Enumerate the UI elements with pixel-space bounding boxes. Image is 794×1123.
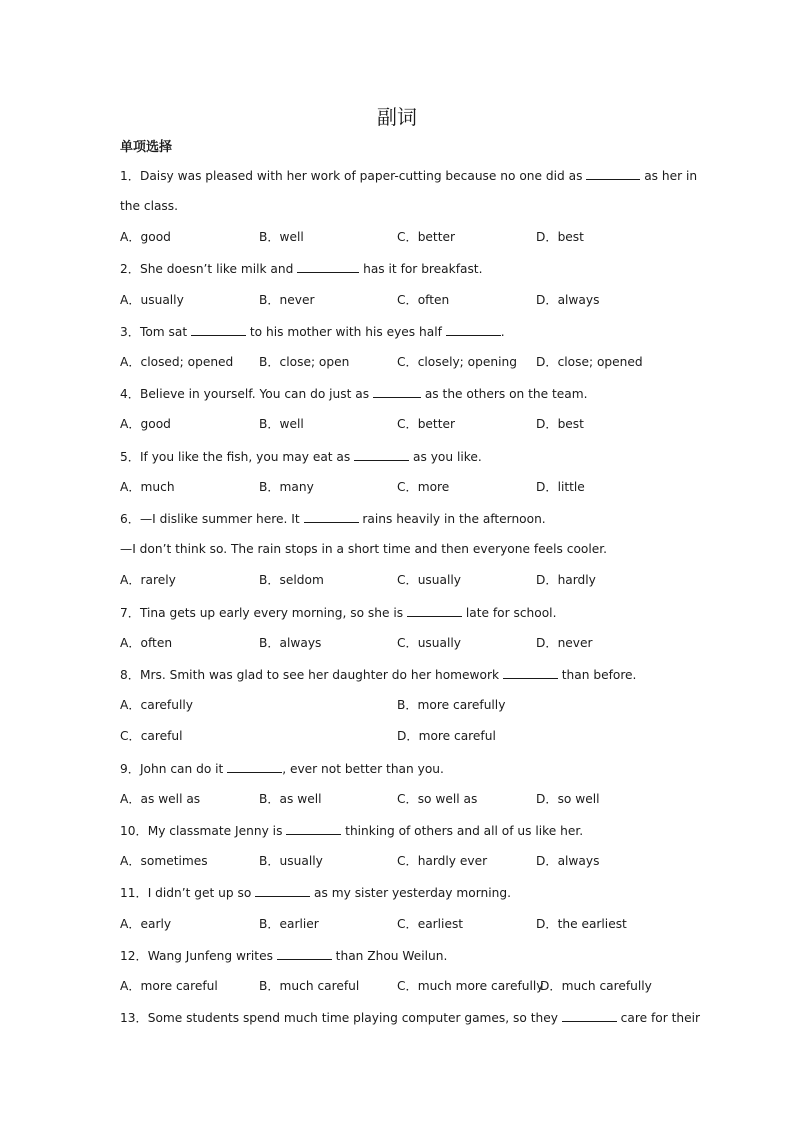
answer-blank[interactable]: [446, 322, 501, 336]
option-a[interactable]: A．good: [120, 230, 171, 244]
option-a[interactable]: A．closed; opened: [120, 355, 234, 369]
answer-blank[interactable]: [227, 759, 282, 773]
question-5: [120, 447, 680, 466]
option-a[interactable]: A．much: [120, 480, 175, 494]
option-c[interactable]: C．better: [397, 230, 455, 244]
option-a[interactable]: A．often: [120, 636, 173, 650]
question-text: Tom sat: [139, 325, 191, 339]
option-c[interactable]: C．closely; opening: [397, 355, 517, 369]
answer-blank[interactable]: [191, 322, 246, 336]
option-d[interactable]: D．close; opened: [536, 355, 643, 369]
question-text: Believe in yourself. You can do just as: [139, 387, 373, 401]
option-a[interactable]: A．carefully: [120, 698, 193, 712]
question-text: to his mother with his eyes half: [246, 325, 446, 339]
question-text: Tina gets up early every morning, so she is: [139, 606, 407, 620]
answer-blank[interactable]: [373, 384, 421, 398]
option-b[interactable]: B．well: [259, 417, 304, 431]
question-7: [120, 603, 680, 622]
option-a[interactable]: A．rarely: [120, 573, 176, 587]
question-4: [120, 384, 680, 403]
option-b[interactable]: B．usually: [259, 854, 323, 868]
answer-blank[interactable]: [354, 447, 409, 461]
question-number: 5．: [120, 450, 140, 464]
question-text: Wang Junfeng writes: [147, 949, 277, 963]
option-c[interactable]: C．hardly ever: [397, 854, 488, 868]
question-8: [120, 665, 680, 684]
answer-blank[interactable]: [255, 883, 310, 897]
answer-blank[interactable]: [407, 603, 462, 617]
answer-blank[interactable]: [286, 821, 341, 835]
answer-blank[interactable]: [304, 509, 359, 523]
option-d[interactable]: D．best: [536, 230, 584, 244]
option-d[interactable]: D．never: [536, 636, 593, 650]
option-b[interactable]: B．close; open: [259, 355, 350, 369]
question-number: 7．: [120, 606, 140, 620]
question-1-continuation: the class.: [120, 199, 179, 213]
question-text: care for their: [616, 1011, 700, 1025]
question-number: 6．: [120, 512, 140, 526]
question-text: John can do it: [139, 762, 228, 776]
question-number: 8．: [120, 668, 140, 682]
option-b[interactable]: B．earlier: [259, 917, 319, 931]
question-9: [120, 759, 680, 778]
question-text: thinking of others and all of us like her.: [341, 824, 584, 838]
question-text: as you like.: [409, 450, 482, 464]
question-number: 9．: [120, 762, 140, 776]
question-number: 2．: [120, 262, 140, 276]
question-text: Daisy was pleased with her work of paper-cutting because no one did as: [139, 169, 587, 183]
option-a[interactable]: A．sometimes: [120, 854, 208, 868]
option-c[interactable]: C．more: [397, 480, 450, 494]
option-c[interactable]: C．often: [397, 293, 450, 307]
question-text: late for school.: [461, 606, 557, 620]
option-c[interactable]: C．usually: [397, 573, 461, 587]
question-text: My classmate Jenny is: [147, 824, 287, 838]
option-b[interactable]: B．as well: [259, 792, 322, 806]
option-b[interactable]: B．many: [259, 480, 314, 494]
question-text: than Zhou Weilun.: [331, 949, 448, 963]
question-number: 11．: [120, 886, 148, 900]
option-c[interactable]: C．so well as: [397, 792, 478, 806]
option-b[interactable]: B．never: [259, 293, 315, 307]
option-b[interactable]: B．more carefully: [397, 698, 506, 712]
question-text: , ever not better than you.: [282, 762, 444, 776]
question-text: as my sister yesterday morning.: [310, 886, 511, 900]
option-c[interactable]: C．much more carefully: [397, 979, 544, 993]
option-d[interactable]: D．always: [536, 293, 600, 307]
answer-blank[interactable]: [297, 259, 359, 273]
question-10: [120, 821, 680, 840]
option-c[interactable]: C．better: [397, 417, 455, 431]
option-d[interactable]: D．the earliest: [536, 917, 627, 931]
answer-blank[interactable]: [277, 946, 332, 960]
option-a[interactable]: A．early: [120, 917, 172, 931]
option-a[interactable]: A．as well as: [120, 792, 201, 806]
question-11: [120, 883, 680, 902]
option-d[interactable]: D．more careful: [397, 729, 496, 743]
option-d[interactable]: D．best: [536, 417, 584, 431]
question-1: [120, 166, 698, 185]
question-text: Some students spend much time playing computer games, so they: [147, 1011, 562, 1025]
question-12: [120, 946, 680, 965]
page-title: 副词: [377, 105, 417, 129]
option-b[interactable]: B．much careful: [259, 979, 360, 993]
option-d[interactable]: D．so well: [536, 792, 600, 806]
option-a[interactable]: A．good: [120, 417, 171, 431]
answer-blank[interactable]: [562, 1008, 617, 1022]
option-b[interactable]: B．always: [259, 636, 322, 650]
question-text: If you like the fish, you may eat as: [139, 450, 355, 464]
question-2: [120, 259, 680, 278]
question-13: [120, 1008, 700, 1027]
question-text: Mrs. Smith was glad to see her daughter do her homework: [139, 668, 503, 682]
option-c[interactable]: C．earliest: [397, 917, 464, 931]
question-text: rains heavily in the afternoon.: [358, 512, 546, 526]
option-d[interactable]: D．hardly: [536, 573, 596, 587]
question-3: [120, 322, 680, 341]
question-text: —I dislike summer here. It: [139, 512, 304, 526]
answer-blank[interactable]: [586, 166, 640, 180]
option-a[interactable]: A．usually: [120, 293, 184, 307]
question-text: than before.: [557, 668, 637, 682]
option-d[interactable]: D．much carefully: [540, 979, 652, 993]
option-b[interactable]: B．seldom: [259, 573, 324, 587]
option-d[interactable]: D．always: [536, 854, 600, 868]
question-number: 10．: [120, 824, 148, 838]
question-text: as the others on the team.: [420, 387, 588, 401]
question-text: .: [500, 325, 505, 339]
option-c[interactable]: C．careful: [120, 729, 183, 743]
question-number: 4．: [120, 387, 140, 401]
question-number: 13．: [120, 1011, 148, 1025]
question-6: [120, 509, 680, 528]
question-text: has it for breakfast.: [359, 262, 483, 276]
question-text: I didn’t get up so: [147, 886, 256, 900]
option-c[interactable]: C．usually: [397, 636, 461, 650]
answer-blank[interactable]: [503, 665, 558, 679]
section-heading: 单项选择: [120, 140, 173, 155]
question-number: 1．: [120, 169, 140, 183]
question-text: as her in: [640, 169, 698, 183]
question-text: She doesn’t like milk and: [139, 262, 298, 276]
question-6-continuation: —I don’t think so. The rain stops in a short time and then everyone feels cooler.: [120, 542, 608, 556]
question-number: 12．: [120, 949, 148, 963]
option-a[interactable]: A．more careful: [120, 979, 218, 993]
option-d[interactable]: D．little: [536, 480, 585, 494]
question-number: 3．: [120, 325, 140, 339]
option-b[interactable]: B．well: [259, 230, 304, 244]
